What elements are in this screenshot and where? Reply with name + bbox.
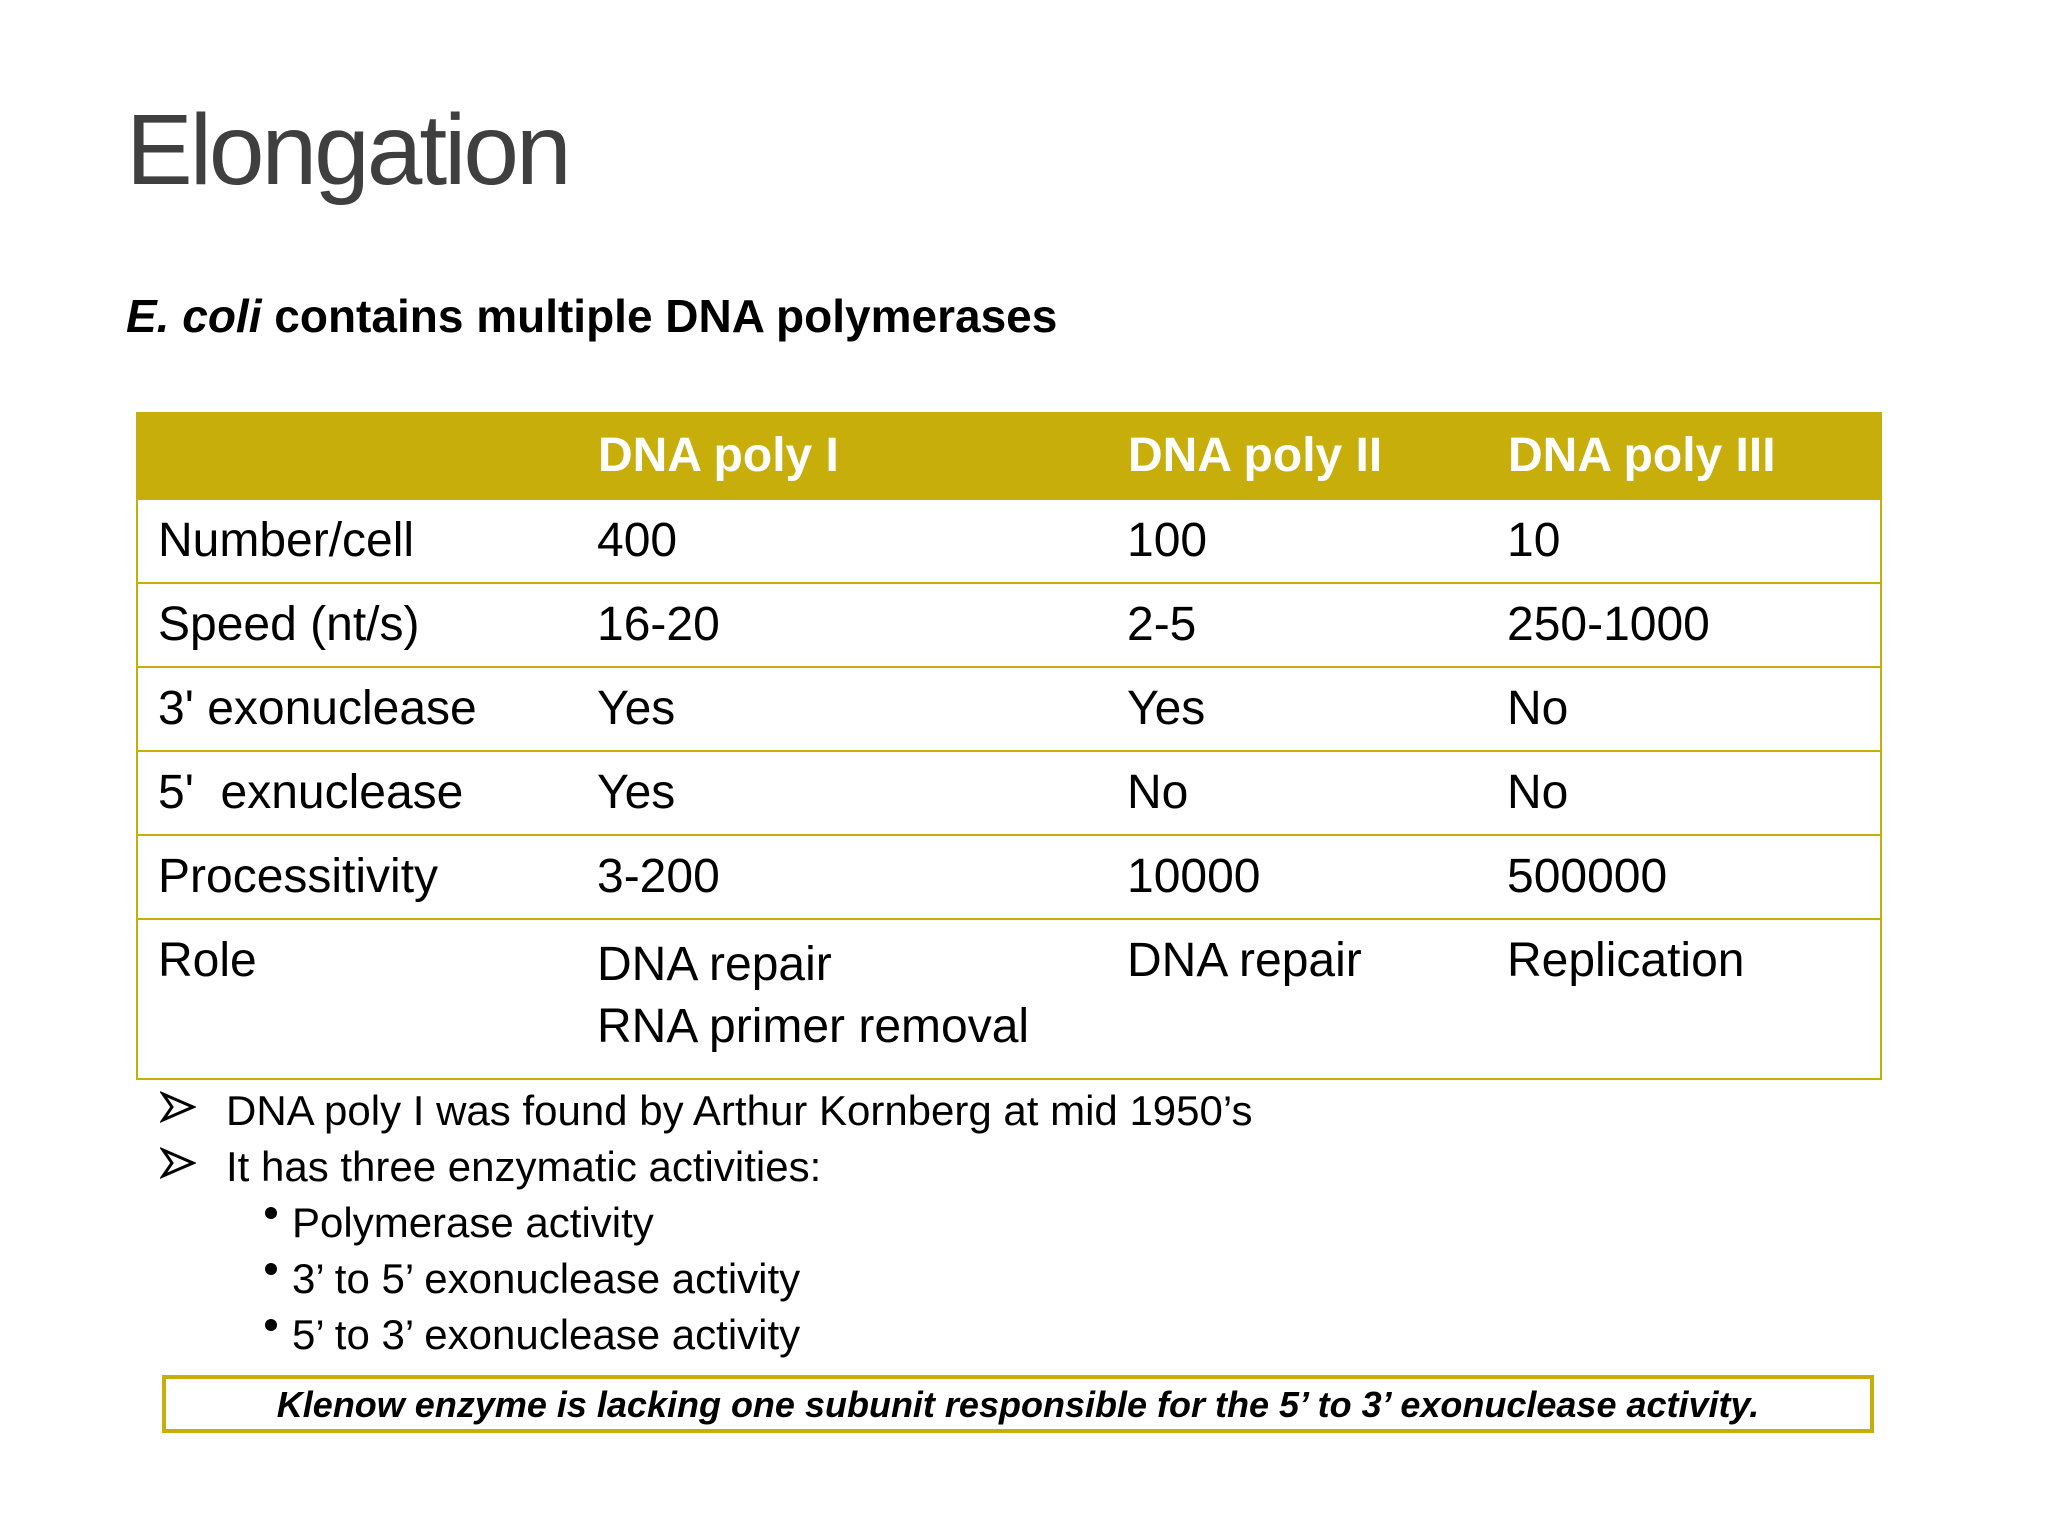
row-label: 3' exonuclease xyxy=(137,667,577,751)
list-item xyxy=(160,1139,1252,1195)
table-cell: No xyxy=(1487,751,1881,835)
row-label: Processitivity xyxy=(137,835,577,919)
note-text: DNA poly I was found by Arthur Kornberg at mid 1950’s xyxy=(226,1087,1253,1134)
table-cell: Yes xyxy=(577,667,1107,751)
table-cell: 2-5 xyxy=(1107,583,1487,667)
sub-note-text: 5’ to 3’ exonuclease activity xyxy=(292,1311,801,1358)
table-cell: 500000 xyxy=(1487,835,1881,919)
row-label: Number/cell xyxy=(137,499,577,583)
notes-list xyxy=(160,1083,1252,1363)
table-cell: 100 xyxy=(1107,499,1487,583)
sub-note-text: 3’ to 5’ exonuclease activity xyxy=(292,1255,801,1302)
row-label: Role xyxy=(137,919,577,1079)
header-cell-blank xyxy=(137,412,577,499)
table-cell: No xyxy=(1107,751,1487,835)
sub-note-text: Polymerase activity xyxy=(292,1199,654,1246)
table-row xyxy=(137,751,1881,835)
table-cell: 250-1000 xyxy=(1487,583,1881,667)
table-cell: Yes xyxy=(1107,667,1487,751)
table-cell: No xyxy=(1487,667,1881,751)
klenow-callout: Klenow enzyme is lacking one subunit responsible for the 5’ to 3’ exonuclease activity. xyxy=(162,1375,1874,1433)
table-row xyxy=(137,499,1881,583)
table-cell: 10 xyxy=(1487,499,1881,583)
note-text: It has three enzymatic activities: xyxy=(226,1143,822,1190)
sub-list-item xyxy=(160,1195,1252,1251)
arrow-bullet-icon xyxy=(160,1145,196,1181)
table-cell: Replication xyxy=(1487,919,1881,1079)
table-row xyxy=(137,667,1881,751)
table-cell: 400 xyxy=(577,499,1107,583)
slide-title: Elongation xyxy=(126,94,569,206)
row-label: 5' exnuclease xyxy=(137,751,577,835)
table-cell: 3-200 xyxy=(577,835,1107,919)
table-header-row xyxy=(137,412,1881,499)
list-item xyxy=(160,1083,1252,1139)
table-cell: DNA repair xyxy=(1107,919,1487,1079)
header-dna-poly-1: DNA poly I xyxy=(577,412,1107,499)
table-row-role xyxy=(137,919,1881,1079)
sub-list-item xyxy=(160,1251,1252,1307)
header-dna-poly-3: DNA poly III xyxy=(1487,412,1881,499)
arrow-bullet-icon xyxy=(160,1089,196,1125)
table-row xyxy=(137,583,1881,667)
polymerase-table xyxy=(136,412,1882,1080)
table-row xyxy=(137,835,1881,919)
table-cell: Yes xyxy=(577,751,1107,835)
table-cell: 16-20 xyxy=(577,583,1107,667)
subtitle-text: contains multiple DNA polymerases xyxy=(261,290,1058,342)
table-cell: 10000 xyxy=(1107,835,1487,919)
dot-bullet-icon xyxy=(265,1207,277,1219)
role-line: RNA primer removal xyxy=(597,999,1030,1053)
dot-bullet-icon xyxy=(265,1263,277,1275)
header-dna-poly-2: DNA poly II xyxy=(1107,412,1487,499)
subtitle-species: E. coli xyxy=(126,290,262,342)
slide-subtitle xyxy=(126,290,1058,342)
table-cell xyxy=(577,919,1107,1079)
row-label: Speed (nt/s) xyxy=(137,583,577,667)
sub-list-item xyxy=(160,1307,1252,1363)
role-line: DNA repair xyxy=(597,938,832,991)
dot-bullet-icon xyxy=(265,1319,277,1331)
